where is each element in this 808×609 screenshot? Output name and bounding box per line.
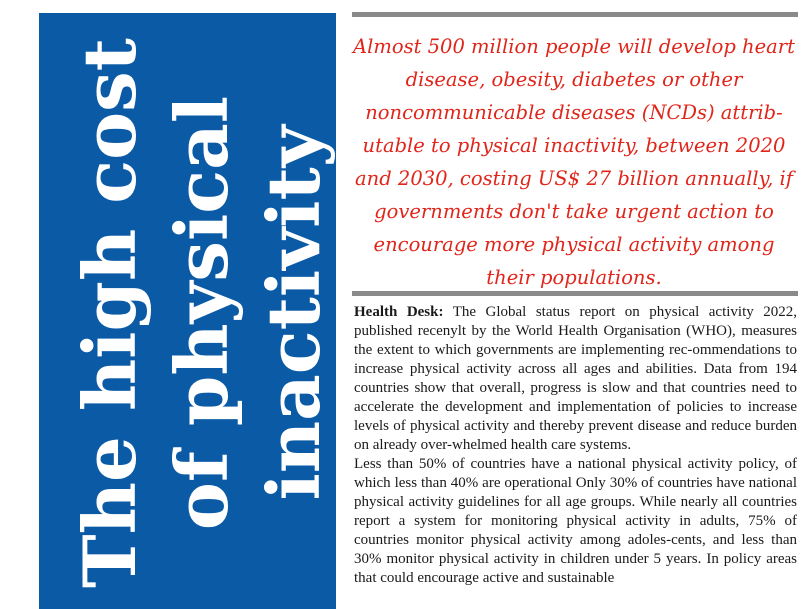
pull-quote: Almost 500 million people will develop heart disease, obesity, diabetes or other noncommunicable diseases (NCDs) attrib-utable to physical inactivity, between 2020 and 2030, costing US$ 27 billion annually, if governments don't take urgent action to encourage more physical activity among their populations. — [353, 35, 795, 289]
headline-banner — [39, 13, 336, 609]
top-rule — [352, 12, 798, 17]
article-paragraph-2: Less than 50% of countries have a national physical activity policy, of which less than 40% are operational Only 30% of countries have national physical activity guidelines for all age groups. While nearly all countries report a system for monitoring physical activity in adults, 75% of countries monitor physical activity among adoles-cents, and less than 30% monitor physical activity in children under 5 years. In policy areas that could encourage active and sustainable — [354, 456, 797, 586]
headline-line-3: inactivity — [251, 125, 336, 501]
headline-line-2: of physical — [159, 95, 244, 531]
section-rule — [352, 291, 798, 296]
article-body — [354, 303, 797, 588]
article-paragraph-1-text: The Global status report on physical activity 2022, published recenylt by the World Health Organisation (WHO), measures the extent to which governments are implementing rec-ommendations to increase physical activity across all ages and abilities. Data from 194 countries show that overall, progress is slow and that countries need to accelerate the development and implementation of policies to increase levels of physical activity and thereby prevent disease and reduce burden on already over-whelmed health care systems. — [354, 304, 797, 453]
article-lede: Health Desk: — [354, 304, 444, 320]
article-paragraph-1 — [354, 303, 797, 455]
headline-line-1: The high cost — [67, 38, 152, 588]
headline — [52, 23, 352, 603]
